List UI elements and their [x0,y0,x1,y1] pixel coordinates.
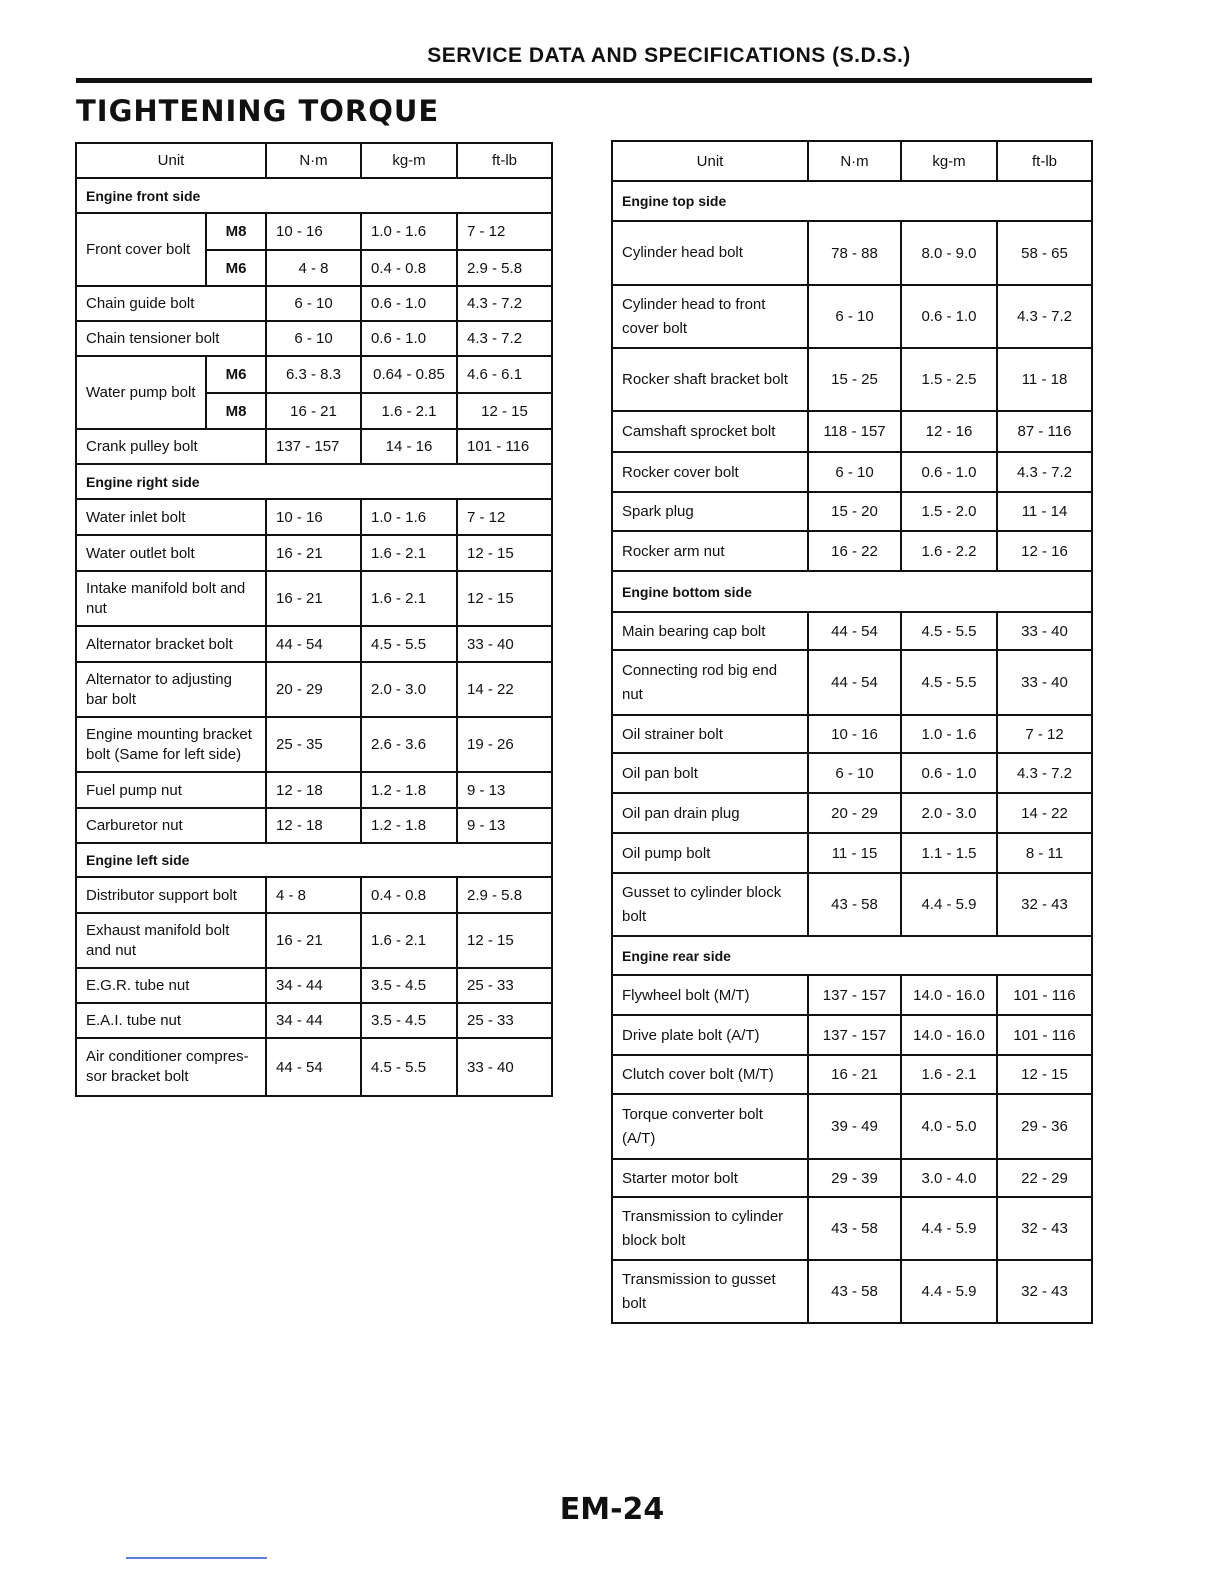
value-nm: 44 - 54 [266,1038,361,1096]
value-ftlb: 9 - 13 [457,808,552,843]
value-nm: 137 - 157 [808,1015,901,1055]
value-nm: 16 - 21 [266,535,361,571]
value-kgm: 1.6 - 2.1 [361,571,457,626]
value-kgm: 0.6 - 1.0 [901,452,997,492]
value-ftlb: 12 - 15 [457,571,552,626]
value-kgm: 4.5 - 5.5 [361,1038,457,1096]
value-ftlb: 7 - 12 [457,213,552,250]
table-row [76,808,552,843]
table-row [612,1094,1092,1159]
value-kgm: 2.0 - 3.0 [361,662,457,717]
table-row [612,650,1092,715]
row-label: Water pump bolt [76,356,206,429]
row-label: Drive plate bolt (A/T) [612,1015,808,1055]
table-row [76,499,552,535]
row-label: Alternator to adjusting bar bolt [76,662,266,717]
footer-line [126,1557,267,1559]
value-ftlb: 101 - 116 [997,1015,1092,1055]
value-ftlb: 33 - 40 [997,650,1092,715]
value-kgm: 1.6 - 2.1 [361,535,457,571]
row-label: Intake manifold bolt and nut [76,571,266,626]
row-label: Cylinder head bolt [612,221,808,285]
section-row [76,178,552,213]
row-label: Rocker cover bolt [612,452,808,492]
value-nm: 16 - 21 [266,571,361,626]
table-row [76,772,552,808]
row-label: Alternator bracket bolt [76,626,266,662]
value-ftlb: 7 - 12 [457,499,552,535]
running-header: SERVICE DATA AND SPECIFICATIONS (S.D.S.) [427,44,911,67]
row-label: Chain tensioner bolt [76,321,266,356]
col-nm: N·m [808,141,901,181]
value-ftlb: 12 - 15 [457,393,552,429]
value-ftlb: 25 - 33 [457,968,552,1003]
table-row [76,571,552,626]
value-nm: 43 - 58 [808,1260,901,1323]
value-nm: 15 - 20 [808,492,901,531]
section-row [612,181,1092,221]
header-rule [76,78,1092,83]
value-ftlb: 7 - 12 [997,715,1092,753]
value-kgm: 3.5 - 4.5 [361,1003,457,1038]
row-label: Connecting rod big end nut [612,650,808,715]
value-kgm: 1.6 - 2.1 [361,393,457,429]
value-nm: 39 - 49 [808,1094,901,1159]
value-ftlb: 32 - 43 [997,1260,1092,1323]
value-nm: 6 - 10 [808,753,901,793]
table-row [76,717,552,772]
value-kgm: 3.0 - 4.0 [901,1159,997,1197]
value-ftlb: 11 - 18 [997,348,1092,411]
value-ftlb: 9 - 13 [457,772,552,808]
value-nm: 20 - 29 [808,793,901,833]
row-label: Air conditioner compres- sor bracket bolt [76,1038,266,1096]
value-kgm: 3.5 - 4.5 [361,968,457,1003]
value-nm: 43 - 58 [808,873,901,936]
row-label: Cylinder head to front cover bolt [612,285,808,348]
table-row [76,286,552,321]
row-label: Transmission to cylinder block bolt [612,1197,808,1260]
value-ftlb: 12 - 16 [997,531,1092,571]
table-row [612,531,1092,571]
table-row [612,975,1092,1015]
value-ftlb: 4.3 - 7.2 [997,452,1092,492]
value-nm: 44 - 54 [808,612,901,650]
row-label: Oil pan drain plug [612,793,808,833]
value-ftlb: 12 - 15 [457,913,552,968]
row-label: Water outlet bolt [76,535,266,571]
value-kgm: 1.6 - 2.1 [901,1055,997,1094]
torque-table-left [75,142,553,1097]
value-nm: 4 - 8 [266,250,361,286]
col-ftlb: ft-lb [997,141,1092,181]
value-ftlb: 2.9 - 5.8 [457,250,552,286]
value-kgm: 12 - 16 [901,411,997,452]
value-nm: 12 - 18 [266,772,361,808]
row-label: Exhaust manifold bolt and nut [76,913,266,968]
row-label: Transmission to gusset bolt [612,1260,808,1323]
value-nm: 10 - 16 [808,715,901,753]
row-label: Oil pan bolt [612,753,808,793]
section-label: Engine right side [76,464,552,499]
row-label: Starter motor bolt [612,1159,808,1197]
value-nm: 6 - 10 [808,285,901,348]
table-row [612,753,1092,793]
section-label: Engine left side [76,843,552,877]
value-kgm: 0.6 - 1.0 [361,321,457,356]
value-nm: 25 - 35 [266,717,361,772]
bolt-size: M6 [206,356,266,393]
col-kgm: kg-m [901,141,997,181]
value-kgm: 0.6 - 1.0 [901,285,997,348]
table-row [612,612,1092,650]
table-header-row [612,141,1092,181]
value-ftlb: 4.3 - 7.2 [457,286,552,321]
row-label: E.G.R. tube nut [76,968,266,1003]
table-row [612,411,1092,452]
value-nm: 10 - 16 [266,213,361,250]
value-ftlb: 19 - 26 [457,717,552,772]
value-kgm: 14.0 - 16.0 [901,1015,997,1055]
value-kgm: 1.2 - 1.8 [361,772,457,808]
value-nm: 16 - 21 [808,1055,901,1094]
value-ftlb: 22 - 29 [997,1159,1092,1197]
value-nm: 6 - 10 [266,286,361,321]
value-kgm: 1.0 - 1.6 [361,499,457,535]
table-row [612,452,1092,492]
section-row [612,571,1092,612]
value-ftlb: 33 - 40 [457,626,552,662]
value-ftlb: 4.3 - 7.2 [997,753,1092,793]
value-kgm: 4.4 - 5.9 [901,873,997,936]
table-row [612,285,1092,348]
value-nm: 43 - 58 [808,1197,901,1260]
section-title: TIGHTENING TORQUE [76,94,440,128]
value-ftlb: 12 - 15 [997,1055,1092,1094]
value-kgm: 4.4 - 5.9 [901,1260,997,1323]
value-kgm: 0.6 - 1.0 [361,286,457,321]
value-nm: 6.3 - 8.3 [266,356,361,393]
value-ftlb: 29 - 36 [997,1094,1092,1159]
section-label: Engine front side [76,178,552,213]
row-label: Carburetor nut [76,808,266,843]
value-nm: 137 - 157 [808,975,901,1015]
row-label: Oil strainer bolt [612,715,808,753]
value-ftlb: 58 - 65 [997,221,1092,285]
value-ftlb: 33 - 40 [997,612,1092,650]
value-ftlb: 4.3 - 7.2 [457,321,552,356]
table-row [612,793,1092,833]
value-ftlb: 33 - 40 [457,1038,552,1096]
col-unit: Unit [76,143,266,178]
table-row [76,356,552,393]
value-ftlb: 11 - 14 [997,492,1092,531]
table-row [612,348,1092,411]
value-nm: 29 - 39 [808,1159,901,1197]
row-label: Rocker arm nut [612,531,808,571]
row-label: Torque converter bolt (A/T) [612,1094,808,1159]
value-ftlb: 8 - 11 [997,833,1092,873]
section-row [76,843,552,877]
row-label: Fuel pump nut [76,772,266,808]
value-nm: 137 - 157 [266,429,361,464]
table-row [612,1055,1092,1094]
table-row [612,492,1092,531]
row-label: Distributor support bolt [76,877,266,913]
section-label: Engine rear side [612,936,1092,975]
col-kgm: kg-m [361,143,457,178]
table-row [612,873,1092,936]
row-label: Flywheel bolt (M/T) [612,975,808,1015]
table-row [76,877,552,913]
value-nm: 44 - 54 [808,650,901,715]
value-kgm: 0.64 - 0.85 [361,356,457,393]
bolt-size: M8 [206,393,266,429]
value-nm: 16 - 21 [266,913,361,968]
value-kgm: 2.0 - 3.0 [901,793,997,833]
value-nm: 11 - 15 [808,833,901,873]
section-label: Engine top side [612,181,1092,221]
table-row [76,913,552,968]
value-nm: 6 - 10 [808,452,901,492]
value-nm: 78 - 88 [808,221,901,285]
table-row [76,662,552,717]
row-label: Clutch cover bolt (M/T) [612,1055,808,1094]
value-nm: 118 - 157 [808,411,901,452]
value-kgm: 1.2 - 1.8 [361,808,457,843]
value-kgm: 4.5 - 5.5 [361,626,457,662]
row-label: Oil pump bolt [612,833,808,873]
table-row [76,535,552,571]
value-kgm: 0.6 - 1.0 [901,753,997,793]
value-ftlb: 101 - 116 [997,975,1092,1015]
col-unit: Unit [612,141,808,181]
row-label: E.A.I. tube nut [76,1003,266,1038]
value-ftlb: 12 - 15 [457,535,552,571]
row-label: Spark plug [612,492,808,531]
value-nm: 10 - 16 [266,499,361,535]
table-row [76,213,552,250]
col-ftlb: ft-lb [457,143,552,178]
value-kgm: 1.6 - 2.2 [901,531,997,571]
value-nm: 44 - 54 [266,626,361,662]
value-nm: 6 - 10 [266,321,361,356]
table-row [612,1197,1092,1260]
row-label: Rocker shaft bracket bolt [612,348,808,411]
row-label: Crank pulley bolt [76,429,266,464]
row-label: Chain guide bolt [76,286,266,321]
value-ftlb: 101 - 116 [457,429,552,464]
value-ftlb: 2.9 - 5.8 [457,877,552,913]
row-label: Main bearing cap bolt [612,612,808,650]
value-kgm: 14 - 16 [361,429,457,464]
col-nm: N·m [266,143,361,178]
table-row [612,1015,1092,1055]
section-row [76,464,552,499]
page-number: EM-24 [559,1492,665,1527]
table-row [76,321,552,356]
value-nm: 4 - 8 [266,877,361,913]
value-kgm: 1.0 - 1.6 [901,715,997,753]
value-kgm: 4.5 - 5.5 [901,612,997,650]
table-row [612,1159,1092,1197]
value-kgm: 2.6 - 3.6 [361,717,457,772]
value-ftlb: 14 - 22 [997,793,1092,833]
value-ftlb: 87 - 116 [997,411,1092,452]
value-kgm: 4.4 - 5.9 [901,1197,997,1260]
value-kgm: 1.6 - 2.1 [361,913,457,968]
table-row [76,1038,552,1096]
value-nm: 20 - 29 [266,662,361,717]
value-ftlb: 4.6 - 6.1 [457,356,552,393]
value-nm: 34 - 44 [266,1003,361,1038]
table-row [76,626,552,662]
row-label: Gusset to cylinder block bolt [612,873,808,936]
value-nm: 34 - 44 [266,968,361,1003]
section-row [612,936,1092,975]
value-nm: 16 - 21 [266,393,361,429]
table-row [76,429,552,464]
value-kgm: 4.5 - 5.5 [901,650,997,715]
value-kgm: 14.0 - 16.0 [901,975,997,1015]
table-row [612,221,1092,285]
table-row [76,968,552,1003]
torque-table-right [611,140,1093,1324]
section-label: Engine bottom side [612,571,1092,612]
value-kgm: 1.0 - 1.6 [361,213,457,250]
row-label: Engine mounting bracket bolt (Same for left side) [76,717,266,772]
value-kgm: 1.5 - 2.5 [901,348,997,411]
row-label: Camshaft sprocket bolt [612,411,808,452]
value-ftlb: 32 - 43 [997,1197,1092,1260]
value-nm: 12 - 18 [266,808,361,843]
value-kgm: 0.4 - 0.8 [361,877,457,913]
value-nm: 16 - 22 [808,531,901,571]
row-label: Front cover bolt [76,213,206,286]
table-row [612,715,1092,753]
value-kgm: 4.0 - 5.0 [901,1094,997,1159]
table-row [612,1260,1092,1323]
bolt-size: M6 [206,250,266,286]
table-header-row [76,143,552,178]
value-kgm: 1.1 - 1.5 [901,833,997,873]
bolt-size: M8 [206,213,266,250]
value-kgm: 0.4 - 0.8 [361,250,457,286]
value-kgm: 8.0 - 9.0 [901,221,997,285]
value-nm: 15 - 25 [808,348,901,411]
table-row [612,833,1092,873]
value-ftlb: 4.3 - 7.2 [997,285,1092,348]
value-ftlb: 14 - 22 [457,662,552,717]
value-ftlb: 25 - 33 [457,1003,552,1038]
table-row [76,1003,552,1038]
row-label: Water inlet bolt [76,499,266,535]
value-ftlb: 32 - 43 [997,873,1092,936]
value-kgm: 1.5 - 2.0 [901,492,997,531]
